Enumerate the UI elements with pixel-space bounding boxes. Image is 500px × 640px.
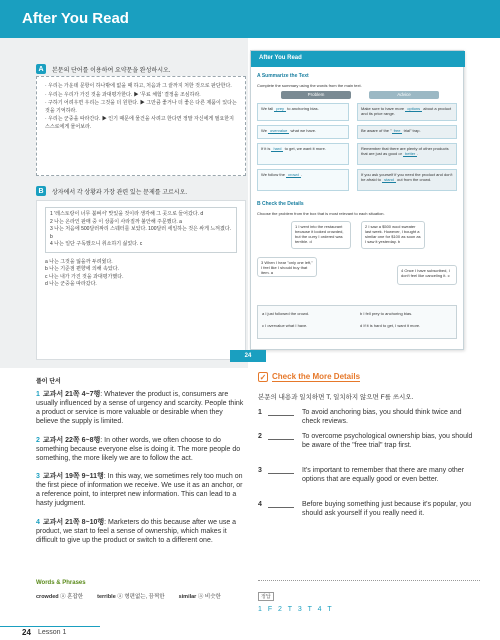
cell-text: Be aware of the " — [361, 128, 392, 133]
question-text: To avoid anchoring bias, you should think twice and check reviews. — [302, 409, 462, 425]
question-number: 1 — [258, 409, 262, 416]
list-item: · 우리는 가운데 문항이 하나밖에 없을 때 하고, 처음과 그 끝까지 처한 것으로 판단한다. — [45, 83, 232, 89]
note-location: 교과서 19쪽 9~11행 — [42, 473, 104, 480]
problem-cell — [257, 143, 349, 165]
note-item — [36, 436, 246, 463]
section-b-instruction: 상자에서 각 상황과 가장 관련 있는 문제를 고르시오. — [52, 189, 188, 196]
note-text: : In this way, we sometimes rely too much on the first piece of information we receive. We use it as an anchor, or a reference point, to interpret new information. This can lead to a hasty judgment. — [36, 473, 243, 507]
answer-blank: hard — [273, 146, 282, 151]
note-number: 1 — [36, 391, 40, 398]
notes-title: 풀이 단서 — [36, 379, 61, 385]
option-item: d 나는 군중을 따라갔다. — [45, 281, 97, 287]
word-entry — [179, 592, 221, 600]
textbook-inset — [250, 50, 464, 350]
section-b-head — [36, 186, 187, 196]
answer-blank: options — [407, 106, 421, 111]
word: similar — [178, 594, 197, 600]
question-text: Before buying something just because it's popular, you should ask yourself if you really need it. — [302, 501, 472, 517]
answer-blank[interactable] — [268, 500, 294, 508]
cell-text: We follow the — [261, 172, 287, 177]
answer-blank: prey — [276, 106, 285, 111]
cell-text: to anchoring bias. — [286, 106, 319, 111]
cell-text: to get, we want it more. — [283, 146, 326, 151]
note-location: 교과서 21쪽 4~7행 — [42, 391, 101, 398]
cell-text: out from the crowd. — [395, 177, 432, 182]
note-number: 4 — [36, 519, 40, 526]
question-item — [258, 466, 480, 484]
word-meaning: ⓐ 비슷한 — [197, 594, 221, 600]
list-item: · 우리는 우리가 가진 것을 과대평가한다. ▶ '무료 체험' 결정을 조심하라. — [45, 91, 201, 98]
answer-blank: better — [405, 151, 416, 156]
section-a-box — [36, 76, 246, 176]
word-entry — [97, 592, 164, 600]
page-number: 24 — [22, 628, 31, 637]
list-item: 3 나는 처음에 500달러짜리 스웨터를 보았다. 100달러 세일하는 것은 싸게 느껴졌다. b — [50, 226, 232, 240]
answer-label: 정답 — [258, 592, 274, 601]
situation-bubble: 1 I went into the restaurant because it looked crowded, but the curry I ordered was terrible. d — [291, 221, 351, 249]
answer-blank[interactable] — [268, 408, 294, 416]
note-location: 교과서 22쪽 6~8행 — [42, 437, 101, 444]
inset-page-tab: 24 — [230, 350, 266, 362]
cell-text: what we have. — [289, 128, 317, 133]
choice-item: a I just followed the crowd. — [262, 311, 310, 316]
checkmark-icon: ✓ — [259, 372, 267, 382]
answer-values: 1 F 2 T 3 T 4 T — [258, 606, 332, 613]
list-item: · 우리는 군중을 따라간다. ▶ 인기 때문에 물건을 사려고 한다면 정말 자신에게 필요한지 스스로에게 물어보라. — [45, 116, 234, 130]
inset-header — [251, 51, 465, 67]
question-text: It's important to remember that there are many other options that are equally good or even better. — [302, 467, 465, 483]
advice-header: Advice — [369, 91, 439, 99]
word: crowded — [36, 594, 59, 600]
question-item — [258, 408, 480, 426]
inset-b-subtitle: B Check the Details — [257, 201, 304, 207]
choice-item: d If it is hard to get, I want it more. — [360, 323, 421, 328]
cell-text: We — [261, 128, 269, 133]
exercise-title: Check the More Details — [272, 372, 361, 381]
word-meaning: ⓐ 형편없는, 끔찍한 — [117, 594, 165, 600]
word-meaning: ⓐ 혼잡한 — [60, 594, 84, 600]
word: terrible — [97, 594, 116, 600]
page-title: After You Read — [22, 10, 129, 27]
choice-box — [257, 305, 457, 339]
advice-cell — [357, 103, 457, 121]
page-footer — [0, 612, 500, 640]
inset-title: After You Read — [259, 55, 302, 61]
answer-blank: stand — [384, 177, 394, 182]
list-item: · 구하기 어려우면 우리는 그것을 더 원한다. ▶ 그만큼 좋거나 더 좋은 다른 제품이 있다는 것을 기억하라. — [45, 100, 237, 114]
exercise-instruction: 본문의 내용과 일치하면 T, 일치하지 않으면 F를 쓰시오. — [258, 394, 414, 401]
cell-text: We fall — [261, 106, 275, 111]
word-entry — [36, 592, 83, 600]
list-item: 4 나는 일단 구독했으니 취소하기 싫었다. c — [50, 241, 143, 247]
section-b-box — [36, 200, 246, 360]
option-item: a 나는 그것을 잃을까 두려웠다. — [45, 258, 113, 265]
question-number: 4 — [258, 501, 262, 508]
option-item: b 나는 기준점 편향에 의해 속았다. — [45, 266, 119, 272]
cell-text: about a product and its price range. — [361, 106, 452, 116]
inset-a-instruction: Complete the summary using the words from the main text. — [257, 83, 362, 88]
exercise-head — [258, 372, 360, 382]
words-phrases-row — [36, 592, 221, 600]
cell-text: . — [417, 151, 419, 156]
inset-a-subtitle: A Summarize the Text — [257, 73, 309, 79]
cell-text: Remember that there are plenty of other products that are just as good or — [361, 146, 449, 156]
words-phrases-title: Words & Phrases — [36, 580, 86, 586]
note-item — [36, 472, 246, 508]
advice-cell — [357, 169, 457, 191]
answer-blank: free — [393, 128, 401, 133]
section-a-badge: A — [36, 64, 46, 74]
situation-bubble: 2 I saw a $500 wool sweater last week. However, I bought a similar one for $100 as soon as I saw it yesterday. b — [361, 221, 425, 249]
question-number: 3 — [258, 467, 262, 474]
section-b-badge: B — [36, 186, 46, 196]
lesson-label: Lesson 1 — [38, 629, 67, 636]
answer-blank: crowd — [288, 172, 299, 177]
note-text: : In other words, we often choose to do something because everyone else is doing it. The more people do something, the more likely we are to follow the act. — [36, 437, 241, 462]
choice-item: b I fell prey to anchoring bias. — [360, 311, 413, 316]
section-a-head — [36, 64, 170, 74]
situation-bubble: 3 When I hear "only one left," I feel like I should buy that item. a — [257, 257, 317, 277]
header-band — [0, 0, 500, 38]
situation-list — [45, 207, 237, 253]
cell-text: Make sure to have more — [361, 106, 406, 111]
advice-cell — [357, 125, 457, 139]
list-item: 2 나는 온라인 판매 중 이 상품이 사라질까 불안해 주문했다. a — [50, 218, 182, 225]
problem-cell — [257, 103, 349, 121]
inset-b-instruction: Choose the problem from the box that is most relevant to each situation. — [257, 211, 385, 216]
advice-cell — [357, 143, 457, 165]
question-item — [258, 500, 480, 518]
question-item — [258, 432, 480, 450]
problem-header: Problem — [281, 91, 351, 99]
note-text: : Whatever the product is, consumers are usually influenced by a sense of urgency and scarcity. People think a product or service is more valuable or desirable when they believe the supply is limited. — [36, 391, 244, 425]
answer-blank: overvalue — [270, 128, 288, 133]
note-item — [36, 390, 246, 426]
answer-blank[interactable] — [268, 466, 294, 474]
note-text: : Marketers do this because after we use a product, we start to feel a sense of ownership, which makes it difficult to give up the product or switch to a different one. — [36, 519, 237, 544]
problem-cell — [257, 125, 349, 139]
option-item: c 나는 내가 가진 것을 과대평가했다. — [45, 273, 124, 280]
question-text: To overcome psychological ownership bias, you should be aware of the "free trial" trap first. — [302, 433, 473, 449]
section-a-instruction: 본문의 단어를 이용하여 요약문을 완성하시오. — [52, 67, 171, 74]
cell-text: trial" trap. — [402, 128, 421, 133]
choice-item: c I overvalue what I have. — [262, 323, 308, 328]
situation-bubble: 4 Once I have subscribed, I don't feel like canceling it. c — [397, 265, 457, 285]
cell-text: . — [300, 172, 302, 177]
cell-text: If you ask yourself if you need the product and don't be afraid to — [361, 172, 453, 182]
problem-cell — [257, 169, 349, 191]
answer-blank[interactable] — [268, 432, 294, 440]
answer-key — [258, 580, 480, 613]
note-number: 3 — [36, 473, 40, 480]
note-location: 교과서 21쪽 8~10행 — [42, 519, 105, 526]
footer-divider — [0, 626, 100, 627]
note-number: 2 — [36, 437, 40, 444]
list-item: 1 '레스토랑이 너무 붐벼서' 맛있을 것이라 생각해 그 곳으로 들어갔다. d — [50, 211, 204, 217]
cell-text: If it is — [261, 146, 272, 151]
note-item — [36, 518, 246, 545]
question-number: 2 — [258, 433, 262, 440]
